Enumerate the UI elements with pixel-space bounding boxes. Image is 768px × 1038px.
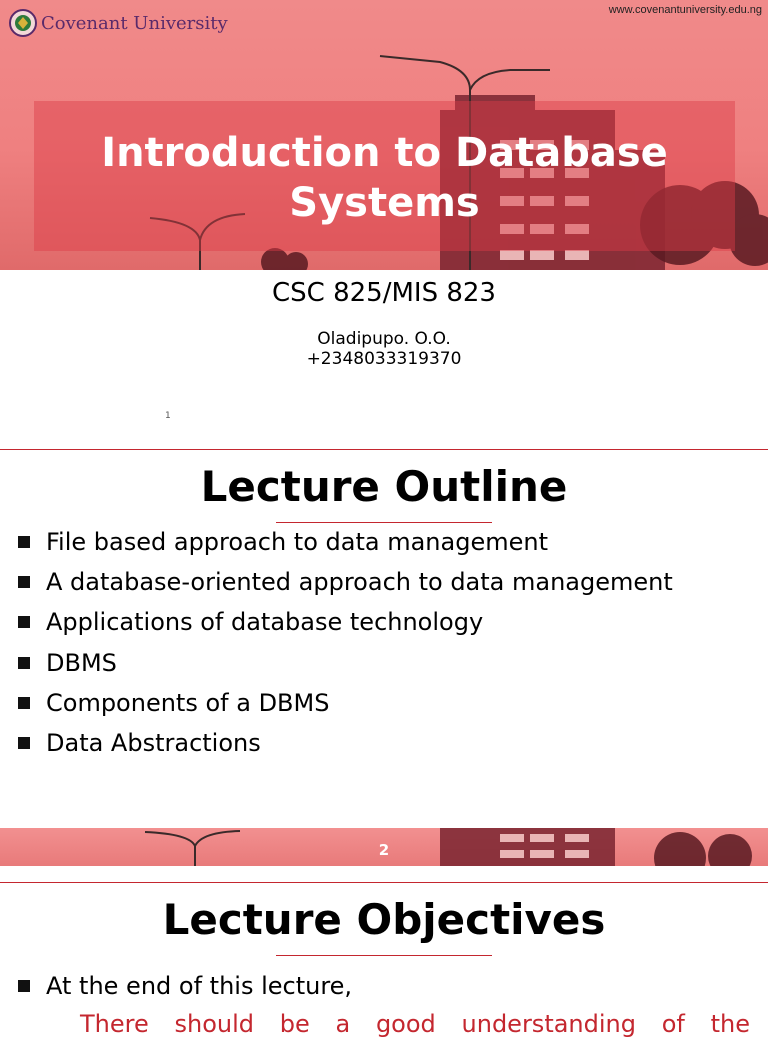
list-item [18, 723, 673, 763]
heading-underline [276, 955, 492, 956]
outline-list [18, 522, 673, 763]
slide-number: 2 [378, 841, 390, 859]
square-bullet-icon [18, 536, 30, 548]
list-item [18, 522, 673, 562]
course-code: CSC 825/MIS 823 [272, 278, 496, 308]
list-item [18, 602, 673, 642]
university-logo [8, 8, 228, 38]
slide-divider [0, 449, 768, 450]
square-bullet-icon [18, 697, 30, 709]
list-item [18, 683, 673, 723]
slide-number: 1 [165, 411, 171, 421]
objectives-list [18, 966, 352, 1006]
square-bullet-icon [18, 737, 30, 749]
objectives-heading: Lecture Objectives [162, 895, 606, 944]
presentation-title [34, 128, 735, 228]
title-line-2: Systems [289, 180, 480, 226]
list-item-text: DBMS [46, 648, 117, 677]
sub-bullet-text: There should be a good understanding of the [80, 1010, 750, 1038]
outline-heading: Lecture Outline [200, 462, 568, 511]
list-item-text: Applications of database technology [46, 608, 484, 637]
square-bullet-icon [18, 576, 30, 588]
list-item-text: Components of a DBMS [46, 688, 330, 717]
list-item-text: Data Abstractions [46, 729, 261, 758]
list-item [18, 643, 673, 683]
slide-divider [0, 882, 768, 883]
website-url[interactable]: www.covenantuniversity.edu.ng [608, 4, 762, 16]
lecturer-name: Oladipupo. O.O. [317, 329, 451, 349]
covenant-crest-icon [8, 8, 38, 38]
title-line-1: Introduction to Database [101, 130, 668, 176]
logo-text: Covenant University [41, 12, 228, 34]
list-item [18, 966, 352, 1006]
square-bullet-icon [18, 616, 30, 628]
lecturer-phone: +2348033319370 [306, 349, 462, 369]
list-item-text: A database-oriented approach to data management [46, 568, 673, 597]
square-bullet-icon [18, 657, 30, 669]
lecturer-info [0, 329, 768, 369]
list-item-text: File based approach to data management [46, 528, 548, 557]
list-item [18, 562, 673, 602]
list-item-text: At the end of this lecture, [46, 972, 353, 1001]
square-bullet-icon [18, 980, 30, 992]
